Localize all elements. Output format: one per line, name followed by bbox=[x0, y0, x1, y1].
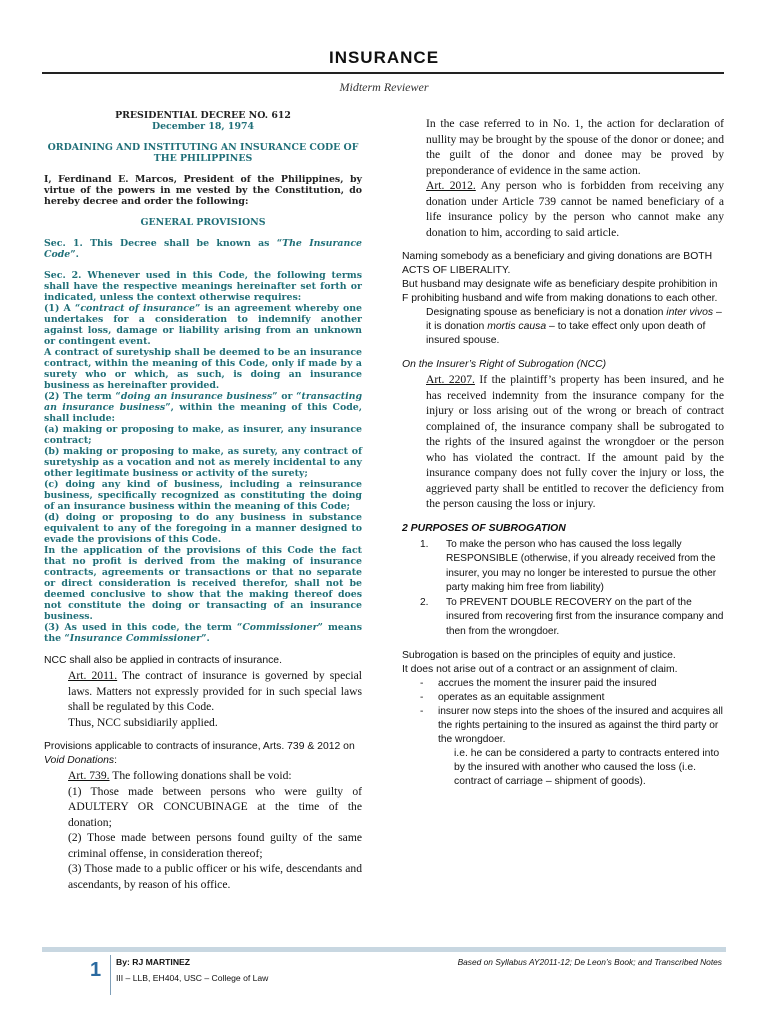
item-d: (d) doing or proposing to do any business in substance equivalent to any of the foregoing in a manner designed to evade the provisions of this Code. bbox=[44, 512, 362, 545]
ncc-applied-note: NCC shall also be applied in contracts of insurance. bbox=[44, 655, 282, 666]
purposes-block bbox=[402, 522, 724, 640]
ie-note: i.e. he can be considered a party to contracts entered into by the insured with another who caused the loss (i.e. contract of carriage – shipment of goods). bbox=[454, 748, 720, 787]
art-2207: Art. 2207. If the plaintiff’s property has been insured, and he has received indemnity from the insurance company for the injury or loss arising out of the wrong or breach of contract complained of, the insurance company shall be subrogated to the rights of the insured against the wrongdoer or the person who has violated the contract. If the amount paid by the insurance company does not fully cover the injury or loss, the aggrieved party shall be entitled to recover the deficiency from the person causing the loss or injury. bbox=[426, 373, 724, 510]
page-footer bbox=[42, 947, 726, 999]
page-number: 1 bbox=[90, 959, 102, 981]
item-c: (c) doing any kind of business, including a reinsurance business, specifically recognized as constituting the doing of an insurance business within the meaning of this Code; bbox=[44, 479, 362, 512]
decree-block bbox=[44, 110, 362, 644]
art-739-continued: In the case referred to in No. 1, the action for declaration of nullity may be brought by the spouse of the donor or donee; and the guilt of the donor and donee may be proved by preponderance of evidence in the same action. Art. 2012. Any person who is forbidden from receiving any donation under Article 739 cannot be named beneficiary of a life insurance policy by the person who cannot make any donation to him, according to said article. bbox=[426, 117, 724, 239]
ncc-block bbox=[44, 654, 362, 668]
decree-title: PRESIDENTIAL DECREE NO. 612 bbox=[115, 110, 291, 121]
footer-school: III – LLB, EH404, USC – College of Law bbox=[116, 973, 269, 983]
subrogation-bullets bbox=[402, 677, 724, 747]
provisions-intro: Provisions applicable to contracts of insurance, Arts. 739 & 2012 on Void Donations: bbox=[44, 741, 355, 766]
footer-author: By: RJ MARTINEZ bbox=[116, 957, 191, 967]
art-739-item-2: (2) Those made between persons found guilty of the same criminal offense, in consideration thereof; bbox=[68, 831, 362, 860]
subrogation-heading: On the Insurer’s Right of Subrogation (NCC) bbox=[402, 359, 607, 370]
equity-block bbox=[402, 649, 724, 789]
list-item: 1. To make the person who has caused the loss legally RESPONSIBLE (otherwise, if you already received from the insurer, you may no longer be interested to pursue the other party making him free from liability) bbox=[420, 538, 717, 593]
art-739-label: Art. 739. bbox=[68, 769, 110, 782]
list-item: 2. To PREVENT DOUBLE RECOVERY on the part of the insured from recovering first from the insurance company and then from the wrongdoer. bbox=[420, 596, 724, 637]
definition-2: (2) The term “doing an insurance business” or “transacting an insurance business”, within the meaning of this Code, shall include: bbox=[44, 391, 362, 424]
art-2012-label: Art. 2012. bbox=[426, 179, 476, 192]
general-provisions-heading: GENERAL PROVISIONS bbox=[140, 217, 266, 228]
art-739-item-3: (3) Those made to a public officer or his wife, descendants and ascendants, by reason of his office. bbox=[68, 862, 362, 891]
page-subtitle: Midterm Reviewer bbox=[339, 80, 429, 94]
application-paragraph: In the application of the provisions of this Code the fact that no profit is derived from the making of insurance contracts, agreements or transactions or that no separate or direct consideration is received therefor, shall not be deemed conclusive to show that the making thereof does not constitute the doing or transacting of an insurance business. bbox=[44, 545, 362, 622]
page-title: INSURANCE bbox=[328, 48, 440, 67]
art-739-item-1: (1) Those made between persons who were guilty of ADULTERY OR CONCUBINAGE at the time of the donation; bbox=[68, 784, 362, 829]
section-2: Sec. 2. Whenever used in this Code, the following terms shall have the respective meanings hereinafter set forth or indicated, unless the context otherwise requires: bbox=[44, 270, 362, 303]
definition-1: (1) A “contract of insurance” is an agreement whereby one undertakes for a consideration to indemnify another against loss, damage or liability arising from an unknown or contingent event. bbox=[44, 303, 363, 347]
left-column bbox=[44, 110, 362, 892]
art-2011-label: Art. 2011. bbox=[68, 669, 118, 682]
right-column bbox=[402, 116, 724, 789]
list-item: - accrues the moment the insurer paid the insured bbox=[420, 678, 657, 689]
liberality-block bbox=[402, 250, 724, 348]
husband-note: But husband may designate wife as beneficiary despite prohibition in F prohibiting husband and wife from making donations to each other. bbox=[402, 279, 718, 304]
subrogation-heading-block bbox=[402, 358, 724, 372]
purposes-heading: 2 PURPOSES OF SUBROGATION bbox=[402, 522, 566, 534]
suretyship-paragraph: A contract of suretyship shall be deemed to be an insurance contract, within the meaning of this Code, only if made by a surety who or which, as such, is doing an insurance business as hereinafter provided. bbox=[44, 347, 362, 391]
definition-3: (3) As used in this code, the term “Commissioner” means the “Insurance Commissioner”. bbox=[44, 622, 362, 644]
section-1: Sec. 1. This Decree shall be known as “The Insurance Code”. bbox=[44, 238, 362, 260]
designating-note: Designating spouse as beneficiary is not a donation inter vivos – it is donation mortis causa – to take effect only upon death of insured spouse. bbox=[426, 307, 722, 346]
list-item: - operates as an equitable assignment bbox=[420, 692, 605, 703]
art-2011: Art. 2011. The contract of insurance is governed by special laws. Matters not expressly provided for in such special laws shall be regulated by this Code. Thus, NCC subsidiarily applied. bbox=[68, 669, 362, 729]
decree-preamble: I, Ferdinand E. Marcos, President of the Philippines, by virtue of the powers in me vested by the Constitution, do hereby decree and order the following: bbox=[44, 174, 362, 207]
equity-note: Subrogation is based on the principles of equity and justice. bbox=[402, 650, 676, 661]
decree-heading: ORDAINING AND INSTITUTING AN INSURANCE CODE OF THE PHILIPPINES bbox=[47, 142, 359, 164]
item-a: (a) making or proposing to make, as insurer, any insurance contract; bbox=[44, 424, 362, 446]
decree-date: December 18, 1974 bbox=[151, 121, 255, 132]
case-paragraph: In the case referred to in No. 1, the action for declaration of nullity may be brought by the spouse of the donor or donee; and the guilt of the donor and donee may be proved by preponderance of evidence in the same action. bbox=[426, 117, 724, 177]
title-rule bbox=[42, 72, 724, 74]
footer-source: Based on Syllabus AY2011-12; De Leon’s Book; and Transcribed Notes bbox=[457, 957, 722, 967]
liberality-note: Naming somebody as a beneficiary and giving donations are BOTH ACTS OF LIBERALITY. bbox=[402, 251, 713, 276]
purposes-list bbox=[402, 538, 724, 640]
footer-rule bbox=[42, 947, 726, 952]
list-item: - insurer now steps into the shoes of the insured and acquires all the rights pertaining to the insured as against the third party or the wrongdoer. bbox=[420, 706, 723, 745]
art-739: Art. 739. The following donations shall be void: (1) Those made between persons who were guilty of ADULTERY OR CONCUBINAGE at the time of the donation; (2) Those made between persons found guilty of the same criminal offense, in consideration thereof; (3) Those made to a public officer or his wife, descendants and ascendants, by reason of his office. bbox=[68, 769, 362, 891]
art-2011-note: Thus, NCC subsidiarily applied. bbox=[68, 715, 218, 729]
footer-divider bbox=[110, 955, 111, 995]
art-2207-label: Art. 2207. bbox=[426, 373, 475, 386]
item-b: (b) making or proposing to make, as surety, any contract of suretyship as a vocation and not as merely incidental to any other legitimate business or activity of the surety; bbox=[44, 446, 362, 479]
not-contract-note: It does not arise out of a contract or an assignment of claim. bbox=[402, 664, 678, 675]
